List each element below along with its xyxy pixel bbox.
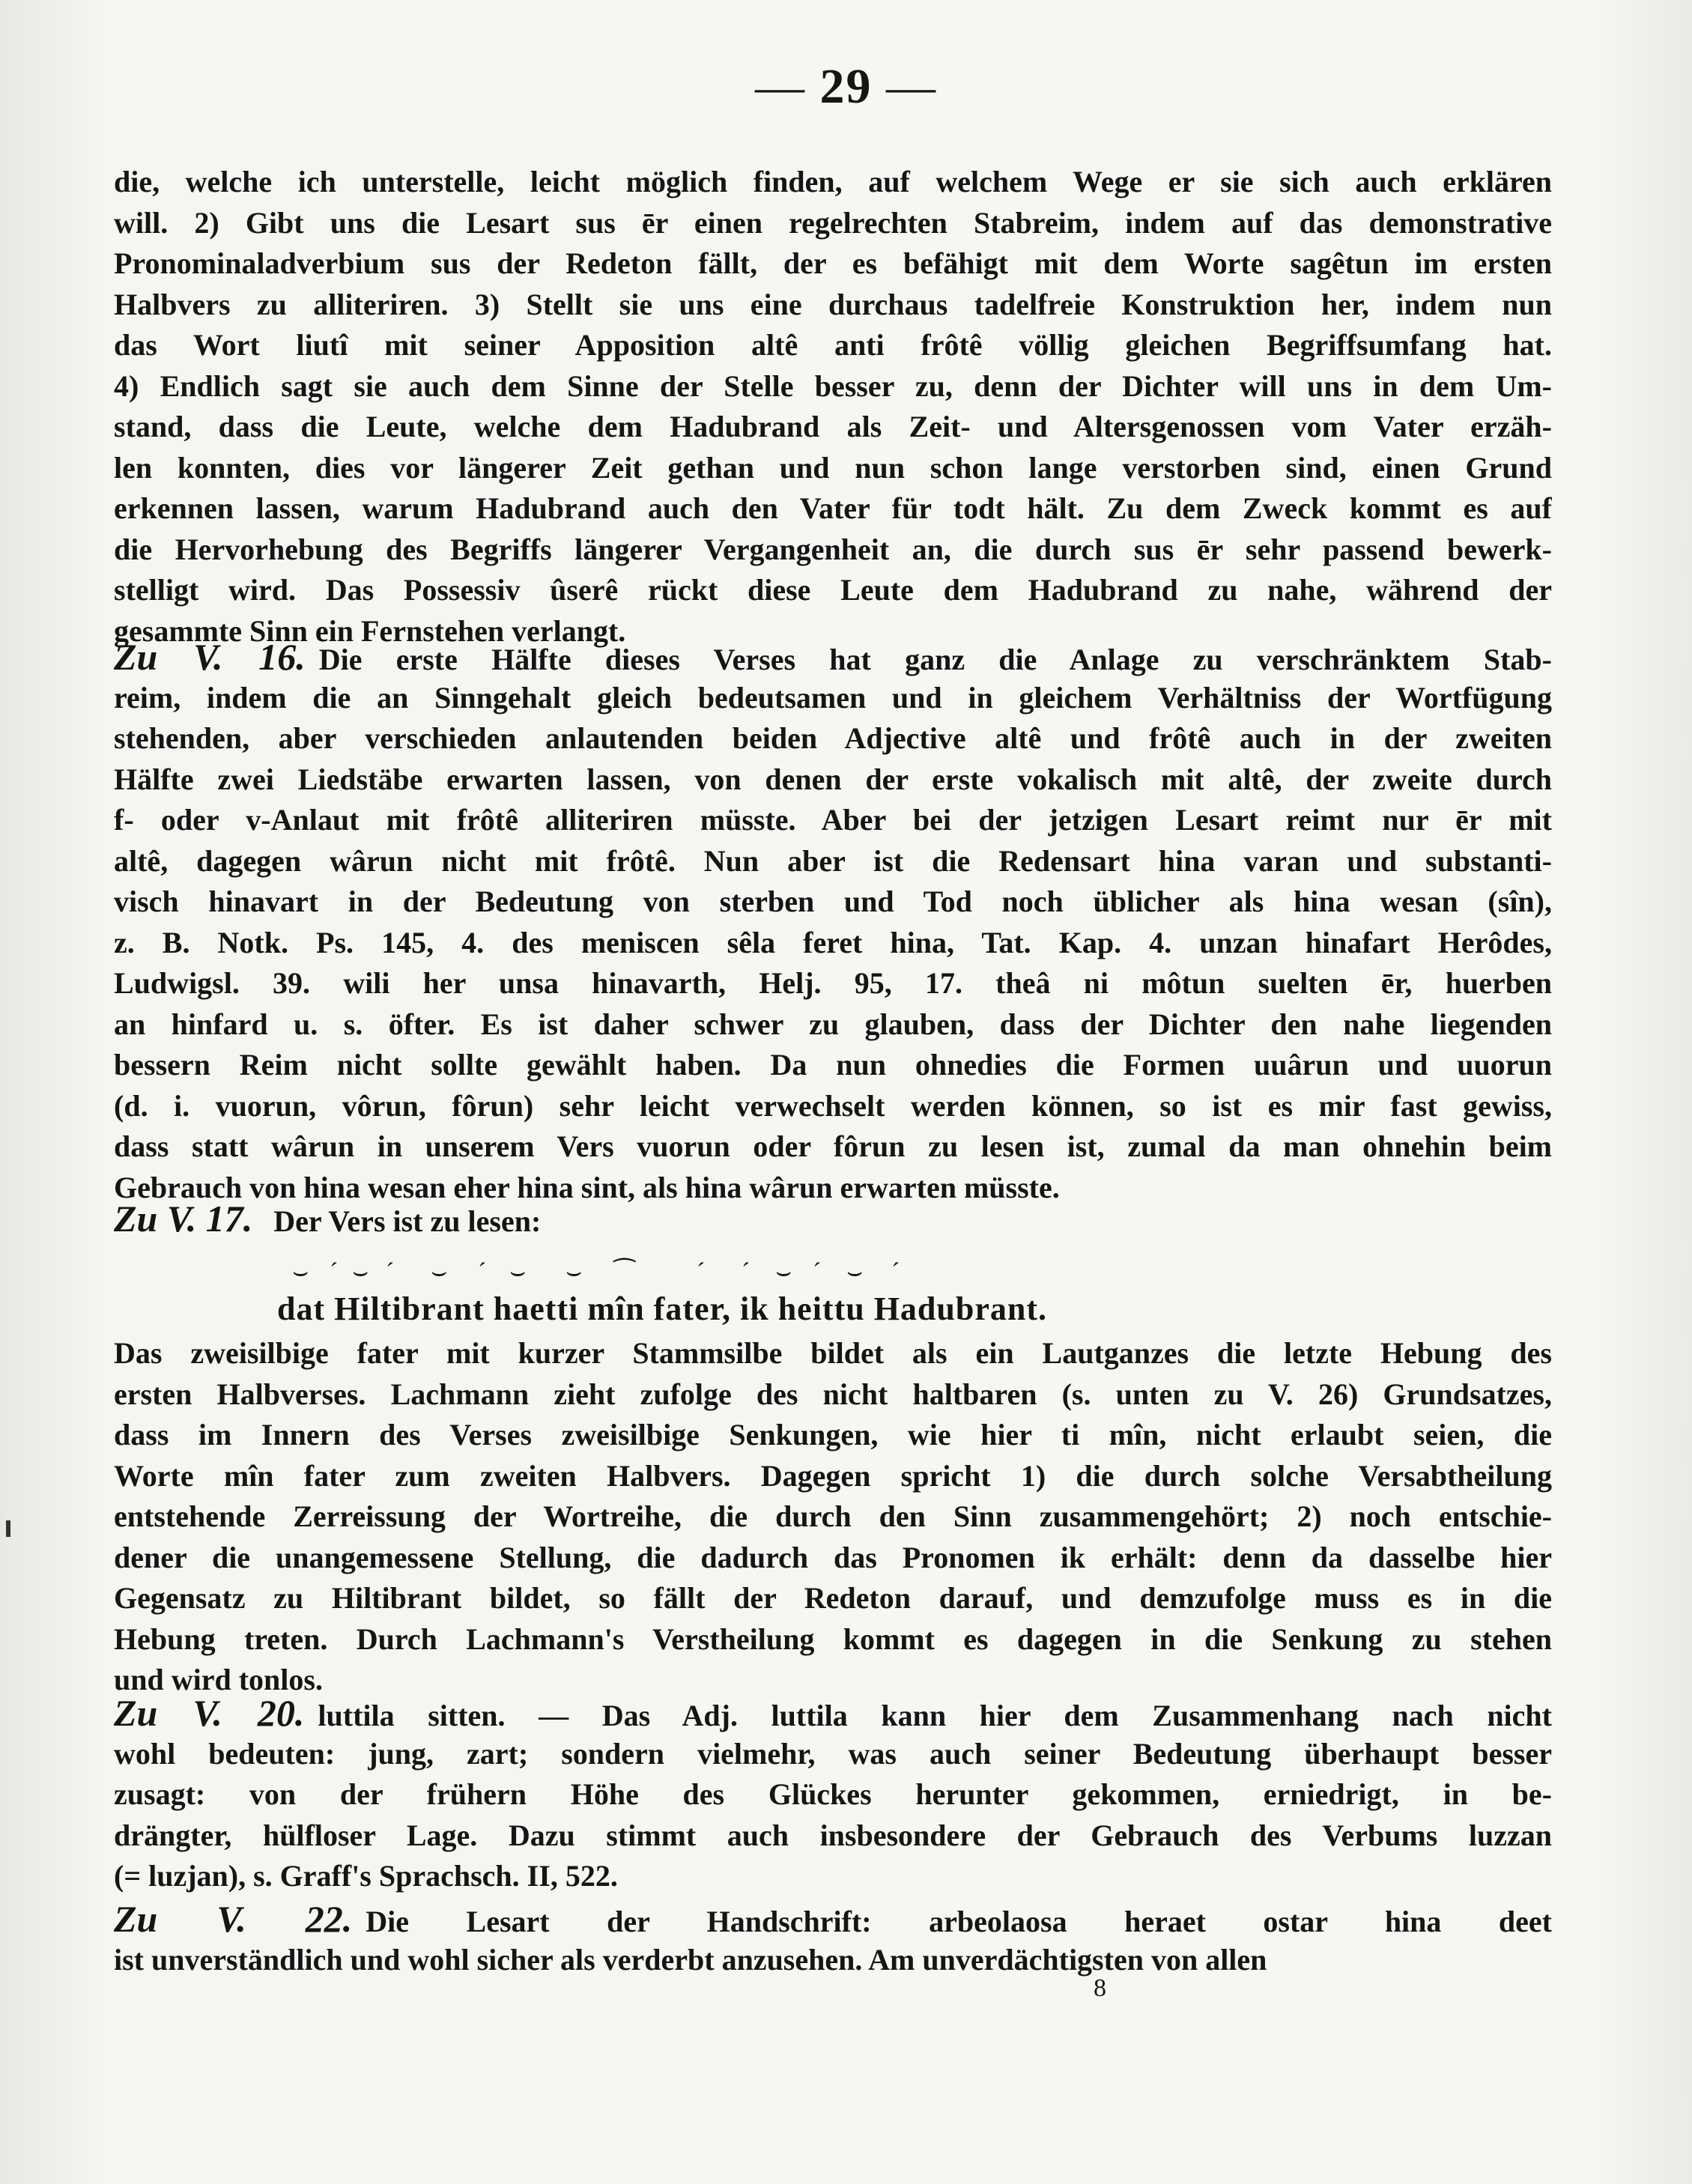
text-line <box>114 1734 1552 1775</box>
section-v17-body <box>114 1333 1552 1701</box>
text-line <box>114 841 1552 882</box>
line-text: altê, dagegen wârun nicht mit frôtê. Nun aber ist die Redensart hina varan und substanti- <box>114 843 1552 878</box>
text-line <box>114 963 1552 1004</box>
section-v16 <box>114 637 1552 1208</box>
text-line <box>114 800 1552 841</box>
line-text: dass im Innern des Verses zweisilbige Senkungen, wie hier ti mîn, nicht erlaubt seien, die <box>114 1418 1552 1452</box>
line-text: luttila sitten. — Das Adj. luttila kann hier dem Zusammenhang nach nicht <box>318 1699 1552 1732</box>
line-text: gesammte Sinn ein Fernstehen verlangt. <box>114 613 626 648</box>
section-v17-heading <box>114 1198 1552 1240</box>
text-line <box>114 1899 1552 1940</box>
text-line <box>114 1004 1552 1046</box>
section-v17-head: Zu V. 17. <box>114 1198 253 1240</box>
text-line <box>114 1496 1552 1538</box>
line-text: Die Lesart der Handschrift: arbeolaosa heraet ostar hina deet <box>366 1905 1552 1938</box>
metrical-marks: ⌣ ˊ ⌣ ˊ ⌣ ˊ ⌣ ⌣ ⁀ ˊ ˊ ⌣ ˊ ⌣ ˊ <box>292 1258 900 1287</box>
text-line <box>114 718 1552 759</box>
line-text: erkennen lassen, warum Hadubrand auch den Vater für todt hält. Zu dem Zweck kommt es auf <box>114 491 1552 525</box>
text-line <box>114 203 1552 244</box>
text-line <box>114 1816 1552 1857</box>
line-text: die, welche ich unterstelle, leicht möglich finden, auf welchem Wege er sie sich auch erklären <box>114 165 1552 198</box>
line-text: Das zweisilbige fater mit kurzer Stammsilbe bildet als ein Lautganzes die letzte Hebung des <box>114 1336 1552 1370</box>
text-line <box>114 162 1552 203</box>
line-text: drängter, hülfloser Lage. Dazu stimmt auch insbesondere der Gebrauch des Verbums luzzan <box>114 1818 1552 1852</box>
text-line <box>114 1774 1552 1816</box>
text-line <box>114 923 1552 964</box>
text-line <box>114 1415 1552 1456</box>
line-text: stelligt wird. Das Possessiv ûserê rückt diese Leute dem Hadubrand zu nahe, während der <box>114 573 1552 607</box>
text-line <box>114 243 1552 285</box>
text-line <box>114 759 1552 801</box>
text-line <box>114 882 1552 923</box>
page-header <box>0 58 1692 115</box>
line-text: stehenden, aber verschieden anlautenden beiden Adjective altê und frôtê auch in der zweiten <box>114 721 1552 755</box>
text-line <box>114 1538 1552 1579</box>
line-text: dener die unangemessene Stellung, die dadurch das Pronomen ik erhält: denn da dasselbe hier <box>114 1540 1552 1574</box>
line-text: bessern Reim nicht sollte gewählt haben. Da nun ohnedies die Formen uuârun und uuorun <box>114 1048 1552 1082</box>
text-line <box>114 530 1552 571</box>
line-text: 4) Endlich sagt sie auch dem Sinne der Stelle besser zu, denn der Dichter will uns in dem Um- <box>114 368 1552 403</box>
text-line <box>114 1374 1552 1416</box>
line-text: visch hinavart in der Bedeutung von sterben und Tod noch üblicher als hina wesan (sîn), <box>114 885 1552 918</box>
line-text: Die erste Hälfte dieses Verses hat ganz die Anlage zu verschränktem Stab- <box>318 643 1552 676</box>
verse-line: dat Hiltibrant haetti mîn fater, ik heittu Hadubrant. <box>277 1290 1047 1327</box>
text-line <box>114 407 1552 448</box>
line-text: die Hervorhebung des Begriffs längerer Vergangenheit an, die durch sus ēr sehr passend bewerk- <box>114 532 1552 566</box>
printer-signature: 8 <box>1094 1974 1106 2002</box>
section-v17-intro: Der Vers ist zu lesen: <box>273 1204 542 1238</box>
line-text: Ludwigsl. 39. wili her unsa hinavarth, Helj. 95, 17. theâ ni môtun suelten ēr, huerben <box>114 966 1552 1000</box>
line-text: ersten Halbverses. Lachmann zieht zufolge des nicht haltbaren (s. unten zu V. 26) Grundsatzes, <box>114 1377 1552 1411</box>
line-text: und wird tonlos. <box>114 1663 323 1696</box>
text-line <box>114 1126 1552 1168</box>
line-text: das Wort liutî mit seiner Apposition altê anti frôtê völlig gleichen Begriffsumfang hat. <box>114 328 1552 362</box>
section-head: Zu V. 22. <box>114 1899 353 1940</box>
header-dash-left: — <box>755 59 806 114</box>
text-line <box>114 570 1552 611</box>
text-line <box>114 448 1552 489</box>
line-text: ist unverständlich und wohl sicher als verderbt anzusehen. Am unverdächtigsten von allen <box>114 1942 1267 1977</box>
text-line <box>114 1333 1552 1374</box>
line-text: zusagt: von der frühern Höhe des Glückes herunter gekommen, erniedrigt, in be- <box>114 1777 1552 1811</box>
text-line <box>114 325 1552 366</box>
line-text: len konnten, dies vor längerer Zeit gethan und nun schon lange verstorben sind, einen Grund <box>114 450 1552 485</box>
line-text: z. B. Notk. Ps. 145, 4. des meniscen sêla feret hina, Tat. Kap. 4. unzan hinafart Herôdes, <box>114 925 1552 959</box>
line-text: dass statt wârun in unserem Vers vuorun oder fôrun zu lesen ist, zumal da man ohnehin beim <box>114 1129 1552 1163</box>
line-text: f- oder v-Anlaut mit frôtê alliteriren müsste. Aber bei der jetzigen Lesart reimt nur ēr mit <box>114 803 1552 837</box>
line-text: Gebrauch von hina wesan eher hina sint, als hina wârun erwarten müsste. <box>114 1170 1060 1204</box>
text-line <box>114 1856 1552 1897</box>
text-line <box>114 488 1552 530</box>
section-v22 <box>114 1899 1552 1980</box>
line-text: Hebung treten. Durch Lachmann's Verstheilung kommt es dagegen in die Senkung zu stehen <box>114 1622 1552 1656</box>
text-line <box>114 1940 1552 1981</box>
line-text: wohl bedeuten: jung, zart; sondern vielmehr, was auch seiner Bedeutung überhaupt besser <box>114 1736 1552 1771</box>
line-text: stand, dass die Leute, welche dem Hadubrand als Zeit- und Altersgenossen vom Vater erzäh- <box>114 410 1552 443</box>
text-line <box>114 637 1552 678</box>
text-line <box>114 678 1552 719</box>
line-text: reim, indem die an Sinngehalt gleich bedeutsamen und in gleichem Verhältniss der Wortfügung <box>114 680 1552 715</box>
text-line <box>114 1693 1552 1734</box>
page-number: 29 <box>819 59 873 114</box>
section-head: Zu V. 16. <box>114 637 306 678</box>
section-v20 <box>114 1693 1552 1897</box>
text-line <box>114 1619 1552 1660</box>
edge-mark <box>6 1520 10 1537</box>
text-line <box>114 366 1552 407</box>
line-text: entstehende Zerreissung der Wortreihe, die durch den Sinn zusammengehört; 2) noch entschie- <box>114 1499 1552 1533</box>
line-text: Hälfte zwei Liedstäbe erwarten lassen, von denen der erste vokalisch mit altê, der zweite durch <box>114 762 1552 796</box>
text-line <box>114 285 1552 326</box>
line-text: (= luzjan), s. Graff's Sprachsch. II, 522. <box>114 1859 618 1893</box>
line-text: Halbvers zu alliteriren. 3) Stellt sie uns eine durchaus tadelfreie Konstruktion her, indem nun <box>114 287 1552 321</box>
line-text: will. 2) Gibt uns die Lesart sus ēr einen regelrechten Stabreim, indem auf das demonstrative <box>114 205 1552 240</box>
paragraph-continuation <box>114 162 1552 652</box>
text-line <box>114 1045 1552 1086</box>
line-text: Pronominaladverbium sus der Redeton fällt, der es befähigt mit dem Worte sagêtun im ersten <box>114 246 1552 280</box>
header-dash-right: — <box>886 59 937 114</box>
text-line <box>114 1456 1552 1497</box>
verse-example <box>277 1258 1251 1328</box>
line-text: an hinfard u. s. öfter. Es ist daher schwer zu glauben, dass der Dichter den nahe liegenden <box>114 1007 1552 1041</box>
line-text: (d. i. vuorun, vôrun, fôrun) sehr leicht verwechselt werden können, so ist es mir fast gewiss, <box>114 1088 1552 1123</box>
text-line <box>114 1086 1552 1127</box>
text-line <box>114 1578 1552 1619</box>
line-text: Gegensatz zu Hiltibrant bildet, so fällt der Redeton darauf, und demzufolge muss es in die <box>114 1581 1552 1615</box>
line-text: Worte mîn fater zum zweiten Halbvers. Dagegen spricht 1) die durch solche Versabtheilung <box>114 1458 1552 1493</box>
section-head: Zu V. 20. <box>114 1693 305 1734</box>
